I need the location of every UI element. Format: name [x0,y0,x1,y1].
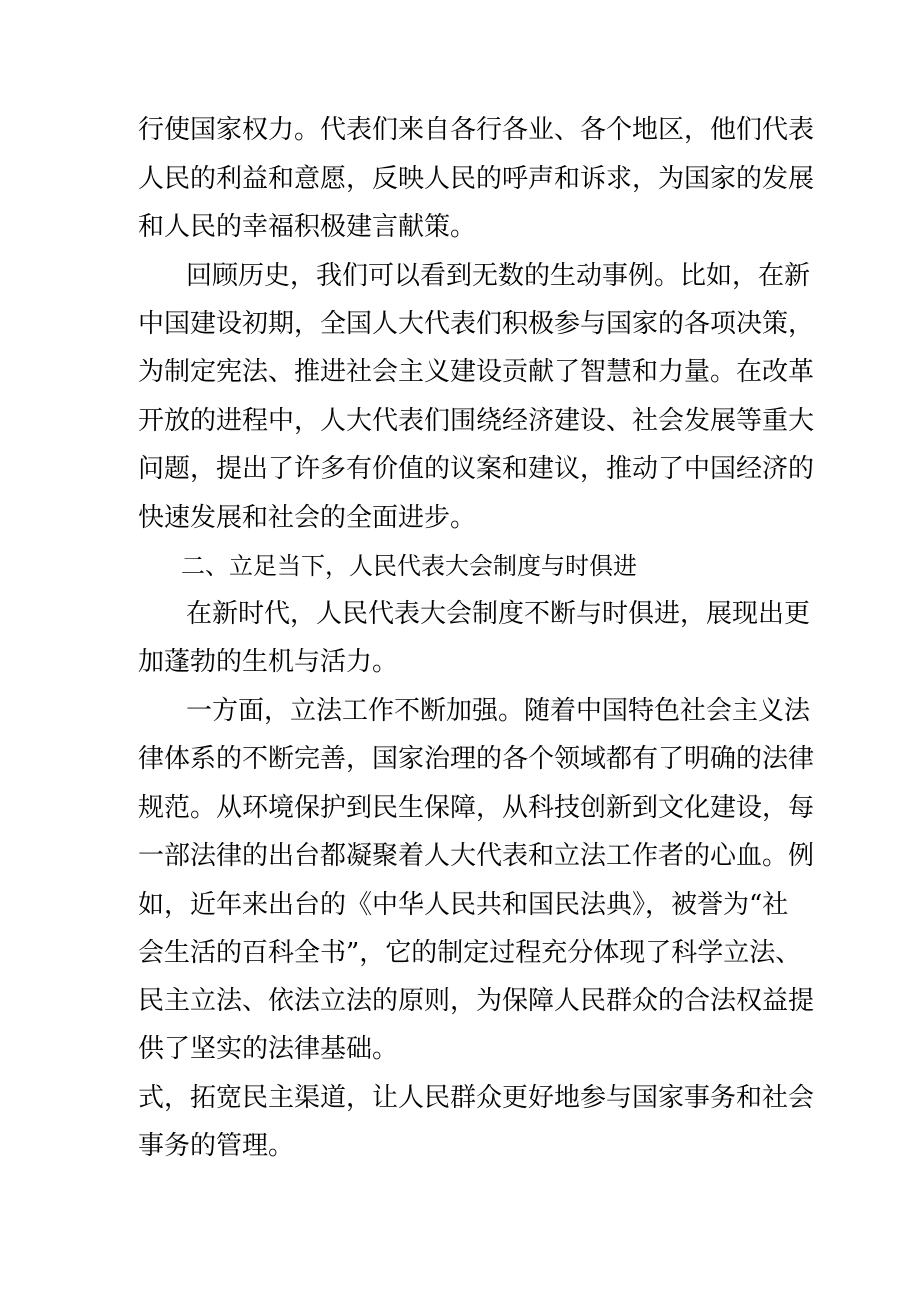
text-line: 人民的利益和意愿，反映人民的呼声和诉求，为国家的发展 [138,164,815,194]
text-line: 式，拓宽民主渠道，让人民群众更好地参与国家事务和社会 [138,1083,815,1113]
text-line: 律体系的不断完善，国家治理的各个领域都有了明确的法律 [138,744,815,774]
text-line: 如，近年来出台的《中华人民共和国民法典》，被誉为“社 [138,890,789,920]
text-line: 事务的管理。 [138,1131,295,1161]
text-line: 一方面，立法工作不断加强。随着中国特色社会主义法 [186,696,811,726]
text-line: 为制定宪法、推进社会主义建设贡献了智慧和力量。在改革 [138,357,815,387]
section-heading: 二、立足当下，人民代表大会制度与时俱进 [181,552,637,580]
text-line: 供了坚实的法律基础。 [138,1034,399,1064]
text-line: 行使国家权力。代表们来自各行各业、各个地区，他们代表 [138,115,815,145]
text-line: 中国建设初期，全国人大代表们积极参与国家的各项决策， [138,309,815,339]
text-line: 规范。从环境保护到民生保障，从科技创新到文化建设，每 [138,793,815,823]
text-line: 问题，提出了许多有价值的议案和建议，推动了中国经济的 [138,454,815,484]
text-line: 快速发展和社会的全面进步。 [138,503,477,533]
text-line: 在新时代，人民代表大会制度不断与时俱进，展现出更 [186,599,811,629]
text-line: 民主立法、依法立法的原则，为保障人民群众的合法权益提 [138,986,815,1016]
text-line: 一部法律的出台都凝聚着人大代表和立法工作者的心血。例 [138,841,815,871]
text-line: 回顾历史，我们可以看到无数的生动事例。比如，在新 [186,261,811,291]
text-line: 加蓬勃的生机与活力。 [138,647,399,677]
text-line: 会生活的百科全书”，它的制定过程充分体现了科学立法、 [138,938,802,968]
text-line: 和人民的幸福积极建言献策。 [138,212,477,242]
text-line: 开放的进程中，人大代表们围绕经济建设、社会发展等重大 [138,406,815,436]
